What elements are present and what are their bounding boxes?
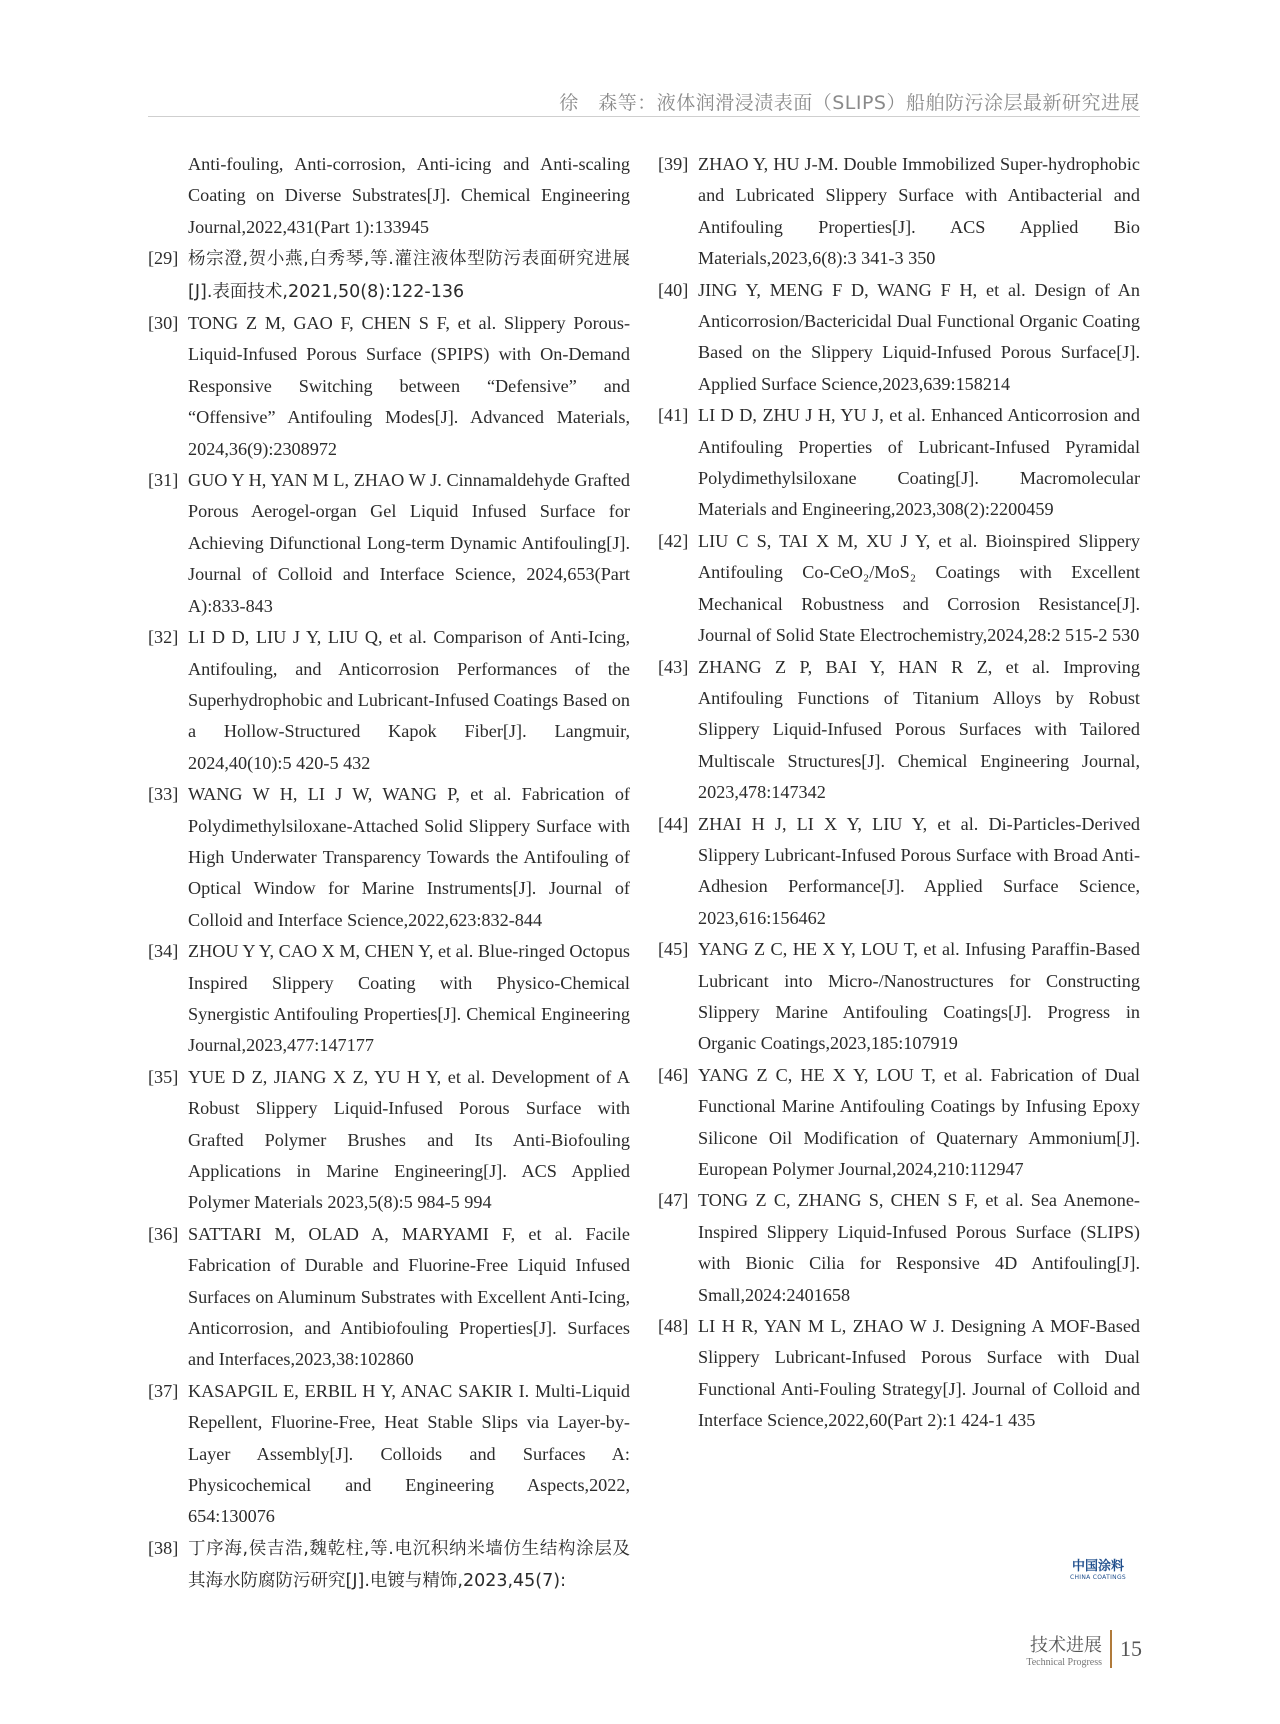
reference-entry — [148, 465, 630, 622]
page-footer — [1026, 1630, 1142, 1668]
reference-number: [33] — [148, 784, 179, 805]
section-label — [1026, 1631, 1110, 1668]
reference-number: [37] — [148, 1380, 179, 1401]
china-coatings-logo — [1070, 1555, 1126, 1581]
reference-entry — [148, 1533, 630, 1598]
reference-text: LI H R, YAN M L, ZHAO W J. Designing A MOF-Based Slippery Lubricant-Infused Porous Surface with Dual Functional Anti-Fouling Strategy[J]. Journal of Colloid and Interface Science,2022,60(Part 2):1 424-1 435 — [698, 1316, 1140, 1431]
reference-text: LI D D, LIU J Y, LIU Q, et al. Comparison of Anti-Icing, Antifouling, and Anticorrosion Performances of the Superhydrophobic and Lubricant-Infused Coatings Based on a Hollow-Structured Kapok Fiber[J]. Langmuir, 2024,40(10):5 420-5 432 — [188, 627, 630, 773]
reference-entry — [148, 936, 630, 1062]
reference-text: TONG Z C, ZHANG S, CHEN S F, et al. Sea Anemone-Inspired Slippery Liquid-Infused Porous Surface (SLIPS) with Bionic Cilia for Responsive 4D Antifouling[J]. Small,2024:2401658 — [698, 1190, 1140, 1305]
reference-text: Anti-fouling, Anti-corrosion, Anti-icing and Anti-scaling Coating on Diverse Substrates[J]. Chemical Engineering Journal,2022,431(Part 1):133945 — [188, 154, 630, 237]
reference-number: [46] — [658, 1064, 689, 1085]
page-number: 15 — [1120, 1636, 1142, 1661]
reference-number: [48] — [658, 1316, 689, 1337]
reference-text: YANG Z C, HE X Y, LOU T, et al. Infusing Paraffin-Based Lubricant into Micro-/Nanostructures for Constructing Slippery Marine Antifouling Coatings[J]. Progress in Organic Coatings,2023,185:107919 — [698, 939, 1140, 1054]
reference-entry — [658, 149, 1140, 275]
reference-number: [47] — [658, 1190, 689, 1211]
reference-text: SATTARI M, OLAD A, MARYAMI F, et al. Facile Fabrication of Durable and Fluorine-Free Liquid Infused Surfaces on Aluminum Substrates with Excellent Anti-Icing, Anticorrosion, and Antibiofouling Properties[J]. Surfaces and Interfaces,2023,38:102860 — [188, 1223, 630, 1370]
reference-number: [32] — [148, 627, 179, 648]
running-header: 徐 森等：液体润滑浸渍表面（SLIPS）船舶防污涂层最新研究进展 — [559, 92, 1140, 114]
reference-number: [29] — [148, 248, 179, 269]
reference-text: LI D D, ZHU J H, YU J, et al. Enhanced Anticorrosion and Antifouling Properties of Lubricant-Infused Pyramidal Polydimethylsiloxane Coating[J]. Macromolecular Materials and Engineering,2023,308(2):2200459 — [698, 405, 1140, 520]
header-divider — [148, 116, 1140, 117]
reference-entry — [148, 243, 630, 308]
reference-number: [41] — [658, 405, 689, 426]
section-label-cn: 技术进展 — [1030, 1634, 1102, 1656]
reference-number: [35] — [148, 1066, 179, 1087]
reference-entry — [148, 1219, 630, 1376]
reference-text: 杨宗澄,贺小燕,白秀琴,等.灌注液体型防污表面研究进展[J].表面技术,2021,50(8):122-136 — [188, 249, 630, 302]
reference-entry — [658, 526, 1140, 652]
reference-entry — [658, 1060, 1140, 1186]
reference-entry — [658, 1311, 1140, 1437]
reference-text: TONG Z M, GAO F, CHEN S F, et al. Slippery Porous-Liquid-Infused Porous Surface (SPIPS) with On-Demand Responsive Switching between “Defensive” and “Offensive” Antifouling Modes[J]. Advanced Materials, 2024,36(9):2308972 — [188, 313, 630, 459]
reference-text: GUO Y H, YAN M L, ZHAO W J. Cinnamaldehyde Grafted Porous Aerogel-organ Gel Liquid Infused Surface for Achieving Difunctional Long-term Dynamic Antifouling[J]. Journal of Colloid and Interface Science, 2024,653(Part A):833-843 — [188, 470, 630, 616]
reference-entry — [148, 1062, 630, 1219]
reference-entry — [658, 809, 1140, 935]
logo-text-cn: 中国涂料 — [1071, 1559, 1124, 1574]
reference-text: ZHANG Z P, BAI Y, HAN R Z, et al. Improving Antifouling Functions of Titanium Alloys by Robust Slippery Liquid-Infused Porous Surfaces with Tailored Multiscale Structures[J]. Chemical Engineering Journal, 2023,478:147342 — [698, 656, 1140, 803]
reference-text: LIU C S, TAI X M, XU J Y, et al. Bioinspired Slippery Antifouling Co-CeO₂/MoS₂ Coatings with Excellent Mechanical Robustness and Corrosion Resistance[J]. Journal of Solid State Electrochemistry,2024,28:2 515-2 530 — [698, 530, 1140, 646]
reference-number: [34] — [148, 941, 179, 962]
reference-entry — [148, 149, 630, 243]
reference-text: WANG W H, LI J W, WANG P, et al. Fabrication of Polydimethylsiloxane-Attached Solid Slippery Surface with High Underwater Transparency Towards the Antifouling of Optical Window for Marine Instruments[J]. Journal of Colloid and Interface Science,2022,623:832-844 — [188, 784, 630, 930]
reference-entry — [658, 275, 1140, 401]
reference-text: YANG Z C, HE X Y, LOU T, et al. Fabrication of Dual Functional Marine Antifouling Coatings by Infusing Epoxy Silicone Oil Modification of Quaternary Ammonium[J]. European Polymer Journal,2024,210:112947 — [698, 1064, 1140, 1179]
reference-entry — [658, 934, 1140, 1060]
reference-text: ZHAI H J, LI X Y, LIU Y, et al. Di-Particles-Derived Slippery Lubricant-Infused Porous Surface with Broad Anti-Adhesion Performance[J]. Applied Surface Science, 2023,616:156462 — [698, 813, 1140, 928]
reference-number: [38] — [148, 1537, 179, 1558]
reference-number: [42] — [658, 530, 689, 551]
reference-entry — [658, 400, 1140, 526]
reference-number: [30] — [148, 313, 179, 334]
logo-text-en: CHINA COATINGS — [1070, 1574, 1126, 1581]
references-right-column — [658, 149, 1140, 1437]
reference-entry — [658, 652, 1140, 809]
reference-entry — [148, 779, 630, 936]
reference-entry — [148, 622, 630, 779]
reference-number: [45] — [658, 939, 689, 960]
reference-text: KASAPGIL E, ERBIL H Y, ANAC SAKIR I. Multi-Liquid Repellent, Fluorine-Free, Heat Stable Slips via Layer-by-Layer Assembly[J]. Colloids and Surfaces A: Physicochemical and Engineering Aspects,2022, 654:130076 — [188, 1380, 630, 1527]
reference-text: JING Y, MENG F D, WANG F H, et al. Design of An Anticorrosion/Bactericidal Dual Functional Organic Coating Based on the Slippery Liquid-Infused Porous Surface[J]. Applied Surface Science,2023,639:158214 — [698, 279, 1140, 394]
reference-number: [36] — [148, 1223, 179, 1244]
reference-text: YUE D Z, JIANG X Z, YU H Y, et al. Development of A Robust Slippery Liquid-Infused Porous Surface with Grafted Polymer Brushes and Its Anti-Biofouling Applications in Marine Engineering[J]. ACS Applied Polymer Materials 2023,5(8):5 984-5 994 — [188, 1066, 630, 1213]
reference-number: [31] — [148, 470, 179, 491]
reference-number: [40] — [658, 279, 689, 300]
references-left-column — [148, 149, 630, 1598]
reference-text: ZHAO Y, HU J-M. Double Immobilized Super-hydrophobic and Lubricated Slippery Surface with Antibacterial and Antifouling Properties[J]. ACS Applied Bio Materials,2023,6(8):3 341-3 350 — [698, 154, 1140, 269]
reference-number: [39] — [658, 154, 689, 174]
reference-number: [43] — [658, 656, 689, 677]
reference-entry — [148, 308, 630, 465]
reference-text: 丁序海,侯吉浩,魏乾柱,等.电沉积纳米墙仿生结构涂层及其海水防腐防污研究[J].电镀与精饰,2023,45(7): — [188, 1538, 630, 1592]
reference-entry — [658, 1185, 1140, 1311]
footer-divider — [1110, 1630, 1112, 1668]
section-label-en: Technical Progress — [1026, 1656, 1102, 1668]
reference-entry — [148, 1376, 630, 1533]
reference-number: [44] — [658, 813, 689, 834]
reference-text: ZHOU Y Y, CAO X M, CHEN Y, et al. Blue-ringed Octopus Inspired Slippery Coating with Physico-Chemical Synergistic Antifouling Properties[J]. Chemical Engineering Journal,2023,477:147177 — [188, 941, 630, 1056]
